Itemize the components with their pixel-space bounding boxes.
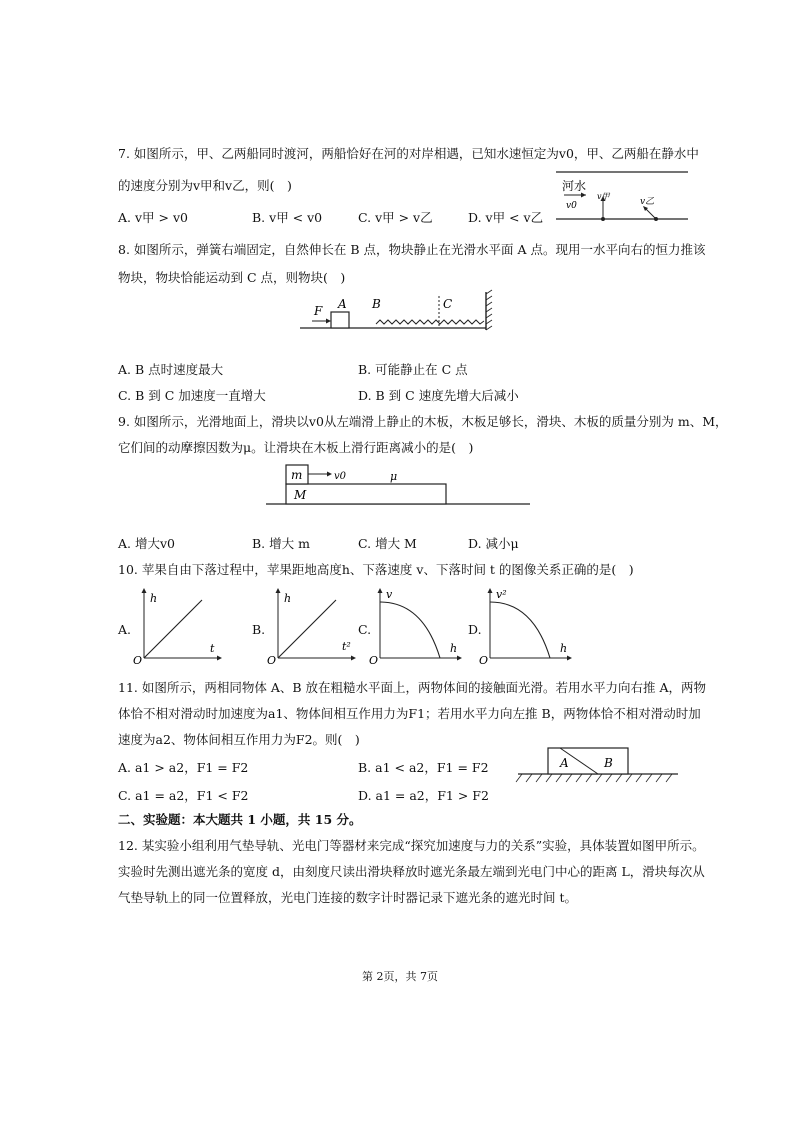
q10-a-origin: O bbox=[133, 654, 143, 667]
q11-option-d: D. a1 = a2，F1 > F2 bbox=[358, 788, 489, 803]
q9-line1: 9. 如图所示，光滑地面上，滑块以v0从左端滑上静止的木板，木板足够长，滑块、木板的质量分别为 m、M， bbox=[118, 414, 728, 429]
q9-v0-label: v0 bbox=[334, 471, 347, 482]
q9-option-a: A. 增大v0 bbox=[118, 536, 175, 551]
q8-option-a: A. B 点时速度最大 bbox=[118, 362, 224, 377]
q8-option-d: D. B 到 C 速度先增大后减小 bbox=[358, 388, 519, 403]
q11-A-label: A bbox=[560, 756, 569, 770]
q7-line1: 7. 如图所示，甲、乙两船同时渡河，两船恰好在河的对岸相遇，已知水速恒定为v0，甲、乙两船在静水中 bbox=[118, 146, 699, 161]
q10-graph-a bbox=[128, 584, 228, 668]
q8-option-b: B. 可能静止在 C 点 bbox=[358, 362, 468, 377]
q8-C-label: C bbox=[443, 297, 453, 311]
q10-graph-b-label: B. bbox=[252, 622, 266, 637]
q9-M-label: M bbox=[294, 488, 307, 502]
q12-line2: 实验时先测出遮光条的宽度 d，由刻度尺读出滑块释放时遮光条最左端到光电门中心的距离 L，滑块每次从 bbox=[118, 864, 705, 879]
q9-m-label: m bbox=[291, 468, 303, 482]
q7-option-a: A. v甲 > v0 bbox=[118, 210, 188, 225]
q10-c-origin: O bbox=[369, 654, 379, 667]
q10-graph-c bbox=[368, 584, 468, 668]
q8-line2: 物块，物块恰能运动到 C 点，则物块( ) bbox=[118, 270, 346, 285]
q10-b-ylabel: h bbox=[284, 592, 292, 605]
q10-d-xlabel: h bbox=[560, 642, 568, 655]
q8-F-label: F bbox=[314, 304, 323, 318]
q10-c-ylabel: v bbox=[386, 588, 393, 601]
q11-line3: 速度为a2、物体间相互作用力为F2。则( ) bbox=[118, 732, 360, 747]
q10-b-xlabel: t² bbox=[342, 640, 351, 653]
q10-graph-b bbox=[262, 584, 362, 668]
q11-line1: 11. 如图所示，两相同物体 A、B 放在粗糙水平面上，两物体间的接触面光滑。若用水平力向右推 A，两物 bbox=[118, 680, 707, 695]
q8-line1: 8. 如图所示，弹簧右端固定，自然伸长在 B 点，物块静止在光滑水平面 A 点。现用一水平向右的恒力推该 bbox=[118, 242, 706, 257]
q7-vyi-label: v乙 bbox=[640, 197, 655, 207]
q11-option-a: A. a1 > a2，F1 = F2 bbox=[118, 760, 249, 775]
q9-option-d: D. 减小μ bbox=[468, 536, 519, 551]
q7-line2: 的速度分别为v甲和v乙，则( ) bbox=[118, 178, 292, 193]
q9-option-c: C. 增大 M bbox=[358, 536, 417, 551]
q12-line3: 气垫导轨上的同一位置释放，光电门连接的数字计时器记录下遮光条的遮光时间 t。 bbox=[118, 890, 577, 905]
q9-line2: 它们间的动摩擦因数为μ。让滑块在木板上滑行距离减小的是( ) bbox=[118, 440, 474, 455]
q10-a-ylabel: h bbox=[150, 592, 158, 605]
q7-river-label: 河水 bbox=[562, 179, 587, 193]
q8-spring-figure bbox=[300, 290, 500, 336]
q10-d-ylabel: v² bbox=[496, 588, 507, 601]
q10-b-origin: O bbox=[267, 654, 277, 667]
q9-option-b: B. 增大 m bbox=[252, 536, 310, 551]
q7-option-c: C. v甲 > v乙 bbox=[358, 210, 433, 225]
q9-board-figure bbox=[266, 462, 532, 508]
q11-line2: 体恰不相对滑动时加速度为a1、物体间相互作用力为F1；若用水平力向左推 B，两物体恰不相对滑动时加 bbox=[118, 706, 701, 721]
q10-graph-d-label: D. bbox=[468, 622, 482, 637]
page-footer: 第 2页，共 7页 bbox=[362, 970, 438, 983]
section-2-heading: 二、实验题：本大题共 1 小题，共 15 分。 bbox=[118, 812, 362, 827]
q7-vjia-label: v甲 bbox=[597, 192, 610, 201]
q7-option-d: D. v甲 < v乙 bbox=[468, 210, 544, 225]
q10-line1: 10. 苹果自由下落过程中，苹果距地高度h、下落速度 v、下落时间 t 的图像关系正确的是( ) bbox=[118, 562, 634, 577]
q12-line1: 12. 某实验小组利用气垫导轨、光电门等器材来完成“探究加速度与力的关系”实验，具体装置如图甲所示。 bbox=[118, 838, 705, 853]
q8-A-label: A bbox=[338, 297, 347, 311]
q11-option-c: C. a1 = a2，F1 < F2 bbox=[118, 788, 249, 803]
q10-graph-d bbox=[478, 584, 578, 668]
q8-option-c: C. B 到 C 加速度一直增大 bbox=[118, 388, 266, 403]
q9-mu-label: μ bbox=[390, 470, 398, 483]
q8-B-label: B bbox=[372, 297, 381, 311]
q11-blocks-figure bbox=[516, 744, 680, 788]
q10-d-origin: O bbox=[479, 654, 489, 667]
q10-graph-a-label: A. bbox=[118, 622, 132, 637]
q7-river-figure bbox=[556, 168, 688, 224]
q11-B-label: B bbox=[604, 756, 613, 770]
q7-option-b: B. v甲 < v0 bbox=[252, 210, 323, 225]
q11-option-b: B. a1 < a2，F1 = F2 bbox=[358, 760, 489, 775]
q7-v0-label: v0 bbox=[566, 201, 577, 211]
q10-a-xlabel: t bbox=[210, 642, 215, 655]
q10-graph-c-label: C. bbox=[358, 622, 372, 637]
q10-c-xlabel: h bbox=[450, 642, 458, 655]
